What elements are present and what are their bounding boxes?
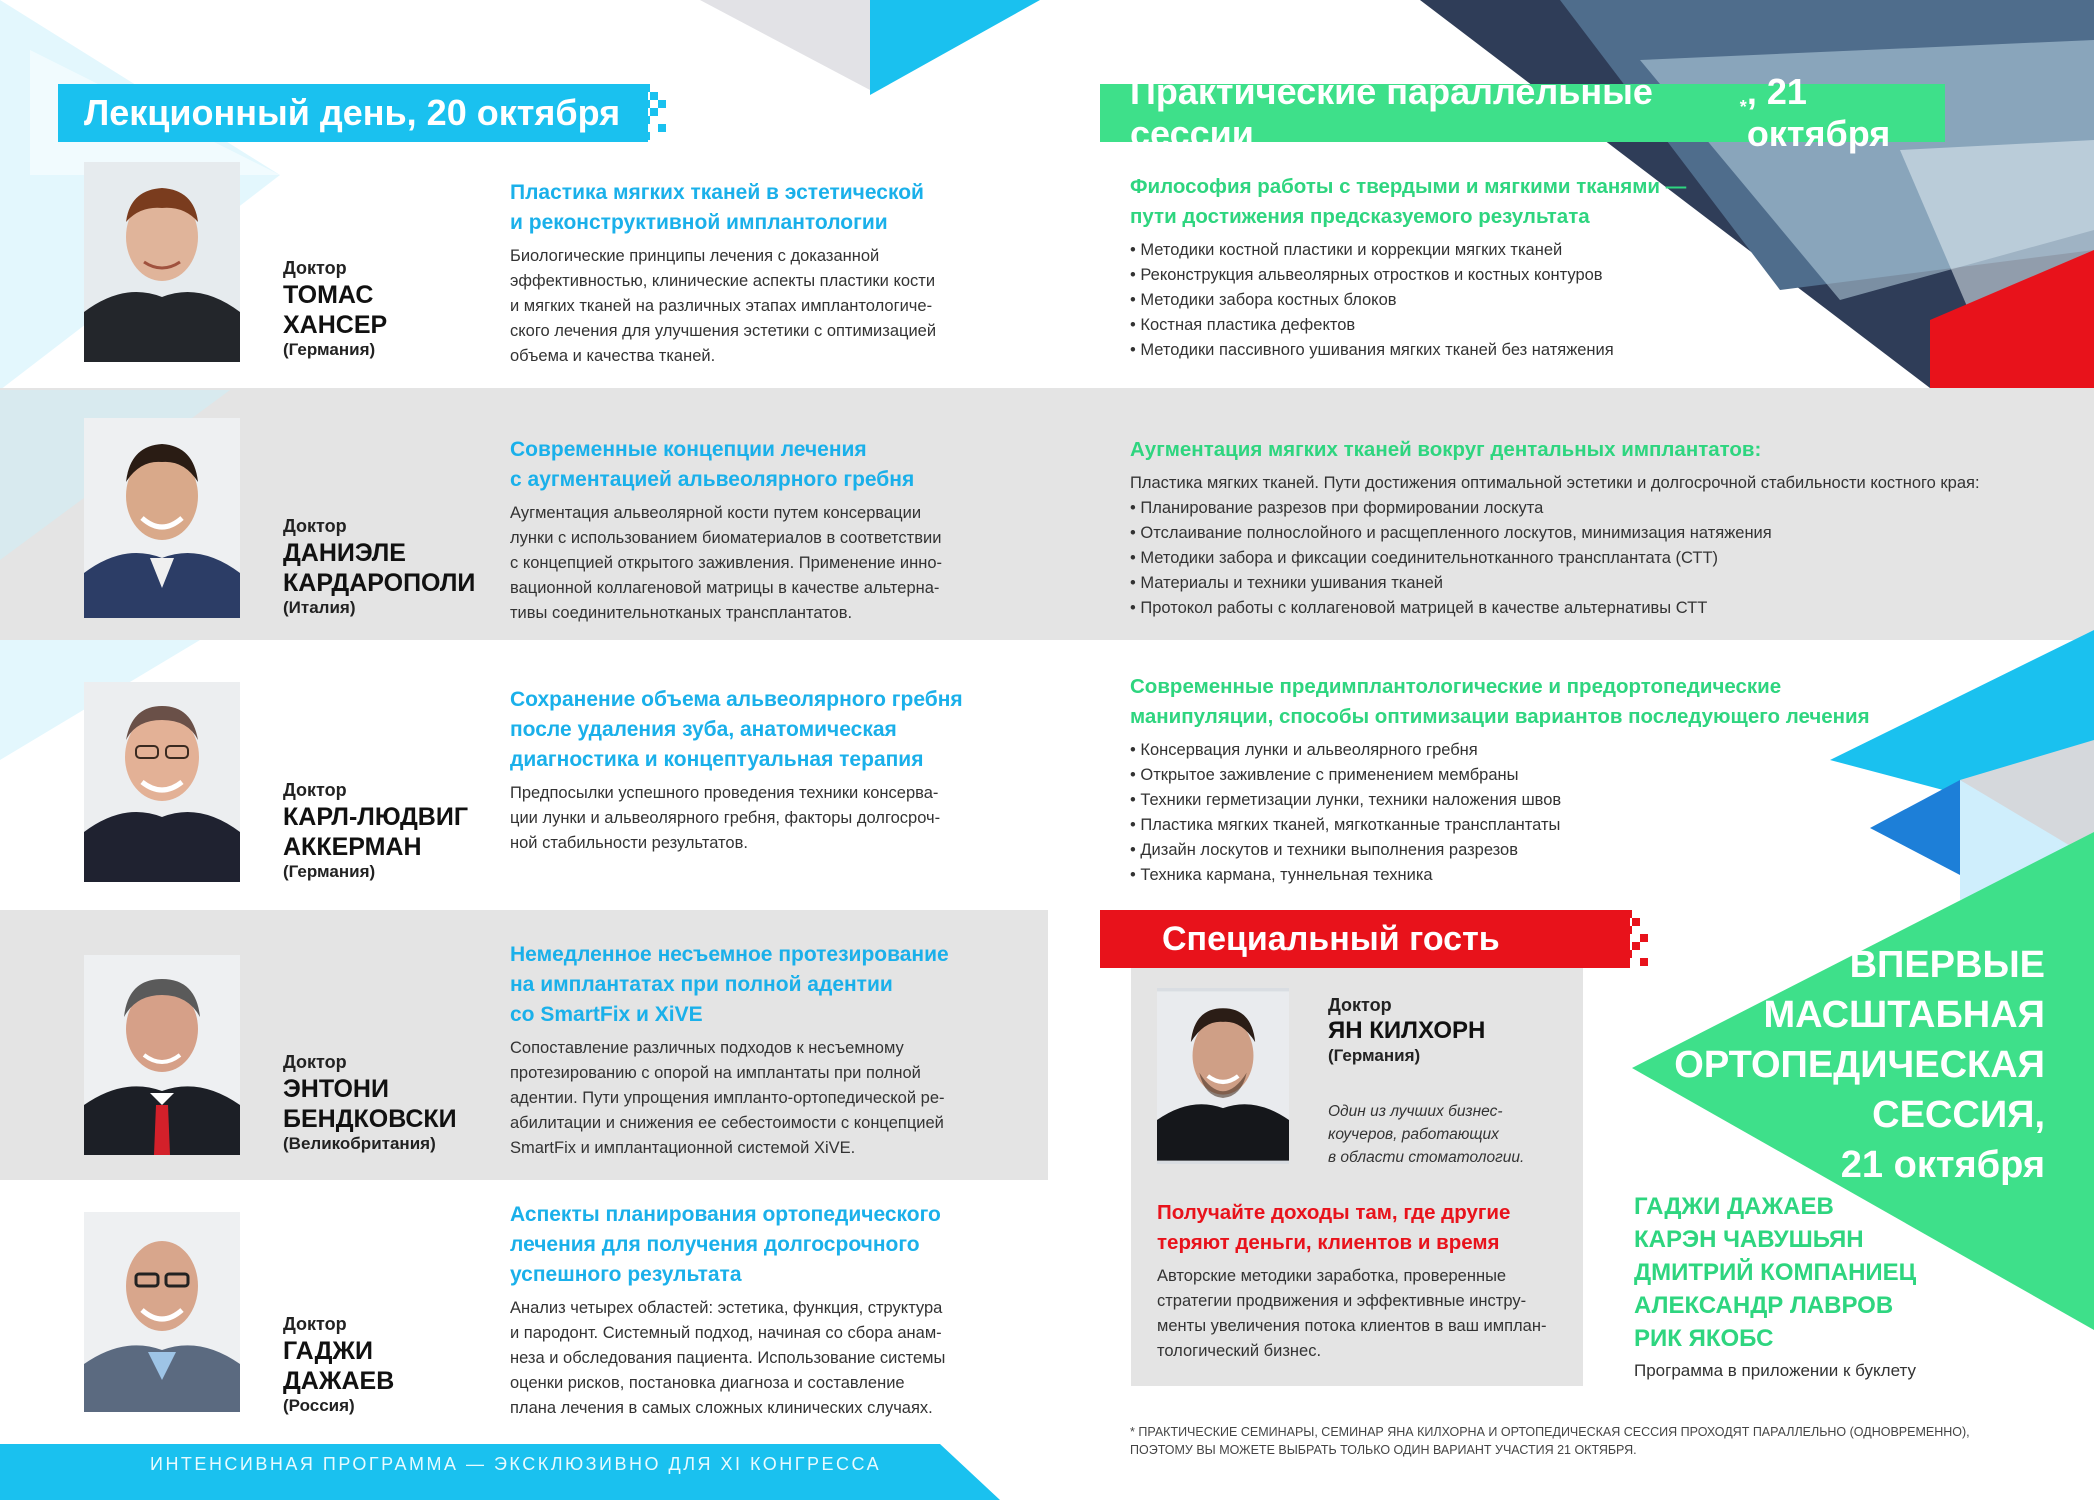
- session-item: • Открытое заживление с применением мембраны: [1130, 763, 2030, 788]
- practical-sessions-title: Практические параллельные сессии: [1130, 71, 1653, 154]
- session-item: • Техника кармана, туннельная техника: [1130, 863, 2030, 888]
- lecture-topic-block: [510, 435, 970, 626]
- speaker-name-line: ХАНСЕР: [283, 310, 388, 339]
- lecture-topic-line: Сохранение объема альвеолярного гребня: [510, 688, 963, 711]
- ortho-title-line: СЕССИЯ,: [1872, 1094, 2045, 1136]
- speaker-title: Доктор: [283, 1052, 347, 1072]
- speaker-name-line: БЕНДКОВСКИ: [283, 1104, 457, 1133]
- guest-desc-line: стратегии продвижения и эффективные инстру-: [1157, 1292, 1527, 1310]
- footnote-line: * ПРАКТИЧЕСКИЕ СЕМИНАРЫ, СЕМИНАР ЯНА КИЛХОРНА И ОРТОПЕДИЧЕСКАЯ СЕССИЯ ПРОХОДЯТ ПАРАЛЛЕЛЬНО (ОДНОВРЕМЕННО),: [1130, 1425, 1970, 1439]
- speaker-name-line: ЭНТОНИ: [283, 1074, 389, 1103]
- ortho-title-line: 21 октября: [1840, 1144, 2045, 1186]
- ortho-title-line: ВПЕРВЫЕ: [1849, 944, 2045, 986]
- lecture-desc-line: плана лечения в самых сложных клинических случаях.: [510, 1399, 933, 1417]
- lecture-desc-line: протезированию с опорой на имплантаты при полной: [510, 1064, 921, 1082]
- ortho-speaker: ДМИТРИЙ КОМПАНИЕЦ: [1634, 1259, 1917, 1286]
- speaker-photo-hanser: [84, 162, 240, 362]
- footnote-line: ПОЭТОМУ ВЫ МОЖЕТЕ ВЫБРАТЬ ТОЛЬКО ОДИН ВАРИАНТ УЧАСТИЯ 21 ОКТЯБРЯ.: [1130, 1443, 1637, 1457]
- guest-desc-line: тологический бизнес.: [1157, 1342, 1322, 1360]
- lecture-desc-line: и пародонт. Системный подход, начиная со сбора анам-: [510, 1324, 942, 1342]
- practical-session: [1130, 172, 2030, 363]
- lecture-topic-block: [510, 685, 970, 856]
- footnote: [1130, 1423, 2010, 1459]
- session-item: • Пластика мягких тканей, мягкотканные трансплантаты: [1130, 813, 2030, 838]
- lecture-topic-block: [510, 178, 970, 369]
- speaker-title: Доктор: [283, 516, 347, 536]
- session-topic-line: Аугментация мягких тканей вокруг дентальных имплантатов:: [1130, 438, 1762, 461]
- guest-quote-line: коучеров, работающих: [1328, 1126, 1499, 1143]
- guest-description: [1157, 1264, 1572, 1364]
- footer-banner-text: ИНТЕНСИВНАЯ ПРОГРАММА — ЭКСКЛЮЗИВНО ДЛЯ XI КОНГРЕССА: [150, 1454, 882, 1474]
- session-item: • Реконструкция альвеолярных отростков и костных контуров: [1130, 263, 2030, 288]
- lecture-topic-line: Немедленное несъемное протезирование: [510, 943, 949, 966]
- lecture-desc-line: SmartFix и имплантационной системой XiVE.: [510, 1139, 856, 1157]
- guest-headline-line: Получайте доходы там, где другие: [1157, 1201, 1511, 1224]
- special-guest-header: [1100, 910, 1630, 968]
- speaker-photo-bendkowski: [84, 955, 240, 1155]
- ortho-title-line: ОРТОПЕДИЧЕСКАЯ: [1674, 1044, 2045, 1086]
- speaker-country: (Россия): [283, 1395, 355, 1415]
- guest-quote-line: в области стоматологии.: [1328, 1149, 1525, 1166]
- lecture-desc-line: Анализ четырех областей: эстетика, функция, структура: [510, 1299, 943, 1317]
- guest-country: (Германия): [1328, 1046, 1421, 1066]
- speaker-name-line: АККЕРМАН: [283, 832, 422, 861]
- speaker-name-line: ГАДЖИ: [283, 1336, 373, 1365]
- speaker-name-block: [283, 258, 483, 360]
- lecture-topic-line: на имплантатах при полной адентии: [510, 973, 893, 996]
- speaker-photo-dazhaev: [84, 1212, 240, 1412]
- lecture-topic-line: с аугментацией альвеолярного гребня: [510, 468, 915, 491]
- ortho-speaker: АЛЕКСАНДР ЛАВРОВ: [1634, 1292, 1894, 1319]
- speaker-photo-ackermann: [84, 682, 240, 882]
- speaker-title: Доктор: [283, 1314, 347, 1334]
- session-item: • Дизайн лоскутов и техники выполнения разрезов: [1130, 838, 2030, 863]
- lecture-desc-line: абилитации и снижения ее себестоимости с концепцией: [510, 1114, 944, 1132]
- session-item: • Планирование разрезов при формировании лоскута: [1130, 496, 2030, 521]
- lecture-desc-line: лунки с использованием биоматериалов в соответствии: [510, 529, 942, 547]
- lecture-desc-line: Предпосылки успешного проведения техники консерва-: [510, 784, 939, 802]
- lecture-topic-line: и реконструктивной имплантологии: [510, 211, 888, 234]
- guest-name: ЯН КИЛХОРН: [1328, 1016, 1486, 1044]
- speaker-name-block: [283, 780, 483, 882]
- lecture-topic-block: [510, 1200, 970, 1421]
- lecture-desc-line: объема и качества тканей.: [510, 347, 716, 365]
- speaker-name-line: КАРДАРОПОЛИ: [283, 568, 476, 597]
- lecture-desc-line: Аугментация альвеолярной кости путем консервации: [510, 504, 922, 522]
- lecture-topic-line: лечения для получения долгосрочного: [510, 1233, 920, 1256]
- lecture-desc-line: и мягких тканей на различных этапах имплантологиче-: [510, 297, 933, 315]
- guest-name-block: [1328, 994, 1568, 1067]
- session-item: • Консервация лунки и альвеолярного гребня: [1130, 738, 2030, 763]
- session-item: • Протокол работы с коллагеновой матрицей в качестве альтернативы СТТ: [1130, 596, 2030, 621]
- session-item: • Методики забора и фиксации соединительнотканного трансплантата (СТТ): [1130, 546, 2030, 571]
- ortho-speaker: ГАДЖИ ДАЖАЕВ: [1634, 1193, 1834, 1220]
- ortho-title-line: МАСШТАБНАЯ: [1763, 994, 2045, 1036]
- ortho-speaker: РИК ЯКОБС: [1634, 1325, 1774, 1352]
- practical-sessions-header: [1100, 71, 1945, 154]
- lecture-desc-line: эффективностью, клинические аспекты пластики кости: [510, 272, 936, 290]
- session-item: • Методики забора костных блоков: [1130, 288, 2030, 313]
- lecture-day-header: [58, 84, 648, 142]
- practical-session: [1130, 672, 2030, 888]
- speaker-photo-cardaropoli: [84, 418, 240, 618]
- lecture-topic-line: Аспекты планирования ортопедического: [510, 1203, 941, 1226]
- lecture-topic-line: со SmartFix и XiVE: [510, 1003, 703, 1026]
- session-lead: Пластика мягких тканей. Пути достижения оптимальной эстетики и долгосрочной стабильности костного края:: [1130, 474, 1980, 492]
- lecture-desc-line: оценки рисков, постановка диагноза и составление: [510, 1374, 905, 1392]
- session-item: • Отслаивание полнослойного и расщепленного лоскутов, минимизация натяжения: [1130, 521, 2030, 546]
- guest-headline: [1157, 1198, 1567, 1258]
- guest-quote-line: Один из лучших бизнес-: [1328, 1103, 1503, 1120]
- speaker-country: (Великобритания): [283, 1133, 436, 1153]
- lecture-desc-line: Биологические принципы лечения с доказанной: [510, 247, 880, 265]
- practical-sessions-date: , 21 октября: [1746, 71, 1891, 154]
- special-guest-title: Специальный гость: [1162, 919, 1500, 958]
- speaker-name-line: КАРЛ-ЛЮДВИГ: [283, 802, 468, 831]
- session-topic-line: манипуляции, способы оптимизации вариантов последующего лечения: [1130, 705, 1870, 728]
- speaker-name-block: [283, 516, 483, 618]
- speaker-name-line: ДАЖАЕВ: [283, 1366, 395, 1395]
- lecture-topic-line: диагностика и концептуальная терапия: [510, 748, 924, 771]
- session-topic-line: пути достижения предсказуемого результата: [1130, 205, 1590, 228]
- session-topic-line: Философия работы с твердыми и мягкими тканями —: [1130, 175, 1687, 198]
- guest-desc-line: менты увеличения потока клиентов в ваш имплан-: [1157, 1317, 1547, 1335]
- speaker-country: (Германия): [283, 339, 376, 359]
- lecture-desc-line: тивы соединительнотканых трансплантатов.: [510, 604, 853, 622]
- guest-title: Доктор: [1328, 995, 1392, 1015]
- lecture-desc-line: ского лечения для улучшения эстетики с оптимизацией: [510, 322, 937, 340]
- orthopedic-session-title: [1640, 940, 2045, 1190]
- orthopedic-speakers-list: [1634, 1190, 2054, 1381]
- lecture-desc-line: адентии. Пути упрощения импланто-ортопедической ре-: [510, 1089, 945, 1107]
- speaker-country: (Италия): [283, 597, 356, 617]
- guest-desc-line: Авторские методики заработка, проверенные: [1157, 1267, 1507, 1285]
- speaker-name-line: ДАНИЭЛЕ: [283, 538, 406, 567]
- guest-quote: [1328, 1100, 1558, 1169]
- lecture-topic-line: после удаления зуба, анатомическая: [510, 718, 897, 741]
- session-item: • Методики пассивного ушивания мягких тканей без натяжения: [1130, 338, 2030, 363]
- guest-headline-line: теряют деньги, клиентов и время: [1157, 1231, 1500, 1254]
- speaker-name-block: [283, 1052, 483, 1154]
- lecture-desc-line: ции лунки и альвеолярного гребня, факторы долгосроч-: [510, 809, 941, 827]
- session-topic-line: Современные предимплантологические и предортопедические: [1130, 675, 1782, 698]
- lecture-desc-line: Сопоставление различных подходов к несъемному: [510, 1039, 904, 1057]
- lecture-desc-line: ной стабильности результатов.: [510, 834, 748, 852]
- footnote-marker: *: [1739, 96, 1747, 117]
- ortho-program-note: Программа в приложении к буклету: [1634, 1361, 1916, 1380]
- lecture-desc-line: вационной коллагеновой матрицы в качестве альтерна-: [510, 579, 940, 597]
- lecture-topic-line: Пластика мягких тканей в эстетической: [510, 181, 924, 204]
- lecture-topic-line: Современные концепции лечения: [510, 438, 867, 461]
- session-item: • Материалы и техники ушивания тканей: [1130, 571, 2030, 596]
- speaker-title: Доктор: [283, 258, 347, 278]
- session-item: • Техники герметизации лунки, техники наложения швов: [1130, 788, 2030, 813]
- speaker-country: (Германия): [283, 861, 376, 881]
- session-item: • Костная пластика дефектов: [1130, 313, 2030, 338]
- lecture-topic-line: успешного результата: [510, 1263, 742, 1286]
- session-item: • Методики костной пластики и коррекции мягких тканей: [1130, 238, 2030, 263]
- speaker-name-line: ТОМАС: [283, 280, 374, 309]
- lecture-desc-line: неза и обследования пациента. Использование системы: [510, 1349, 946, 1367]
- pixel-edge-decoration: [642, 84, 672, 142]
- guest-photo-kilhorn: [1157, 988, 1289, 1164]
- speaker-title: Доктор: [283, 780, 347, 800]
- speaker-name-block: [283, 1314, 483, 1416]
- lecture-desc-line: с концепцией открытого заживления. Применение инно-: [510, 554, 943, 572]
- lecture-day-title: Лекционный день, 20 октября: [84, 92, 621, 133]
- ortho-speaker: КАРЭН ЧАВУШЬЯН: [1634, 1226, 1864, 1253]
- practical-session: [1130, 435, 2030, 621]
- lecture-topic-block: [510, 940, 970, 1161]
